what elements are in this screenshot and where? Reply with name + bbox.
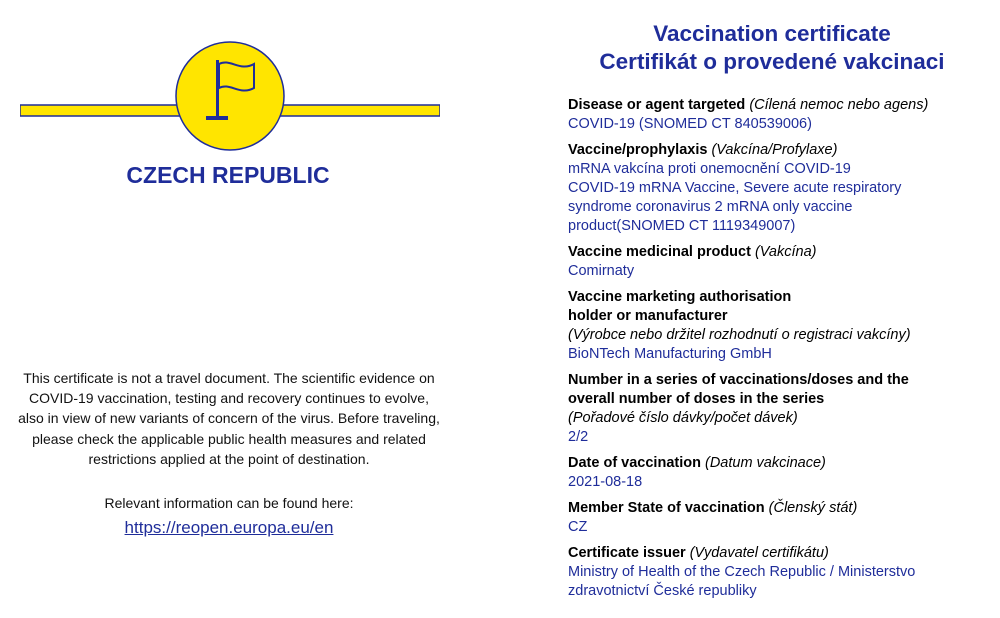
field-value: CZ (568, 519, 588, 535)
field-label: Disease or agent targeted (568, 97, 746, 113)
flag-icon (20, 40, 440, 152)
field-label-cz: (Cílená nemoc nebo agens) (749, 97, 929, 113)
field-value: BioNTech Manufacturing GmbH (568, 346, 772, 362)
field-value: mRNA vakcína proti onemocnění COVID-19 (568, 161, 851, 177)
field-value: COVID-19 mRNA Vaccine, Severe acute respiratory syndrome coronavirus 2 mRNA only vaccine product(SNOMED CT 1119349007) (568, 180, 902, 234)
field-medicinal-product (568, 243, 998, 281)
field-value: Ministry of Health of the Czech Republic / Ministerstvo zdravotnictví České republiky (568, 564, 916, 599)
field-value: 2/2 (568, 429, 589, 445)
field-label: Vaccine/prophylaxis (568, 142, 708, 158)
title-english: Vaccination certificate (653, 21, 891, 46)
field-date (568, 454, 998, 492)
field-label-cz: (Výrobce nebo držitel rozhodnutí o registraci vakcíny) (568, 327, 911, 343)
field-dose-number (568, 371, 998, 447)
field-value: COVID-19 (SNOMED CT 840539006) (568, 116, 812, 132)
relevant-info-text: Relevant information can be found here: (104, 495, 354, 511)
field-disease (568, 96, 998, 134)
field-label-cz: (Vakcína/Profylaxe) (711, 142, 838, 158)
reopen-link[interactable]: https://reopen.europa.eu/en (124, 518, 334, 537)
field-value: 2021-08-18 (568, 474, 643, 490)
field-label-cz: (Datum vakcinace) (704, 455, 826, 471)
field-member-state (568, 499, 998, 537)
field-label: Vaccine marketing authorisation holder or manufacturer (568, 289, 792, 324)
field-label-cz: (Vydavatel certifikátu) (689, 545, 829, 561)
certificate-fields (568, 96, 998, 608)
field-issuer (568, 544, 998, 601)
field-vaccine-prophylaxis (568, 141, 998, 236)
field-label-cz: (Pořadové číslo dávky/počet dávek) (568, 410, 798, 426)
certificate-title (560, 20, 984, 76)
left-panel (0, 0, 460, 618)
field-label: Vaccine medicinal product (568, 244, 751, 260)
field-label: Member State of vaccination (568, 500, 765, 516)
field-label-cz: (Vakcína) (754, 244, 817, 260)
travel-notice: This certificate is not a travel document. The scientific evidence on COVID-19 vaccination, testing and recovery continues to evolve, also in view of new variants of concern of the virus. Before traveling, please check the applicable public health measures and related restrictions applied at the point of destination. (18, 370, 440, 467)
field-value: Comirnaty (568, 263, 635, 279)
right-panel (560, 0, 1000, 618)
field-label: Certificate issuer (568, 545, 686, 561)
field-label: Date of vaccination (568, 455, 701, 471)
country-name: CZECH REPUBLIC (126, 162, 330, 188)
field-manufacturer (568, 288, 998, 364)
title-czech: Certifikát o provedené vakcinaci (599, 49, 945, 74)
field-label: Number in a series of vaccinations/doses and the overall number of doses in the series (568, 372, 909, 407)
field-label-cz: (Členský stát) (768, 500, 858, 516)
